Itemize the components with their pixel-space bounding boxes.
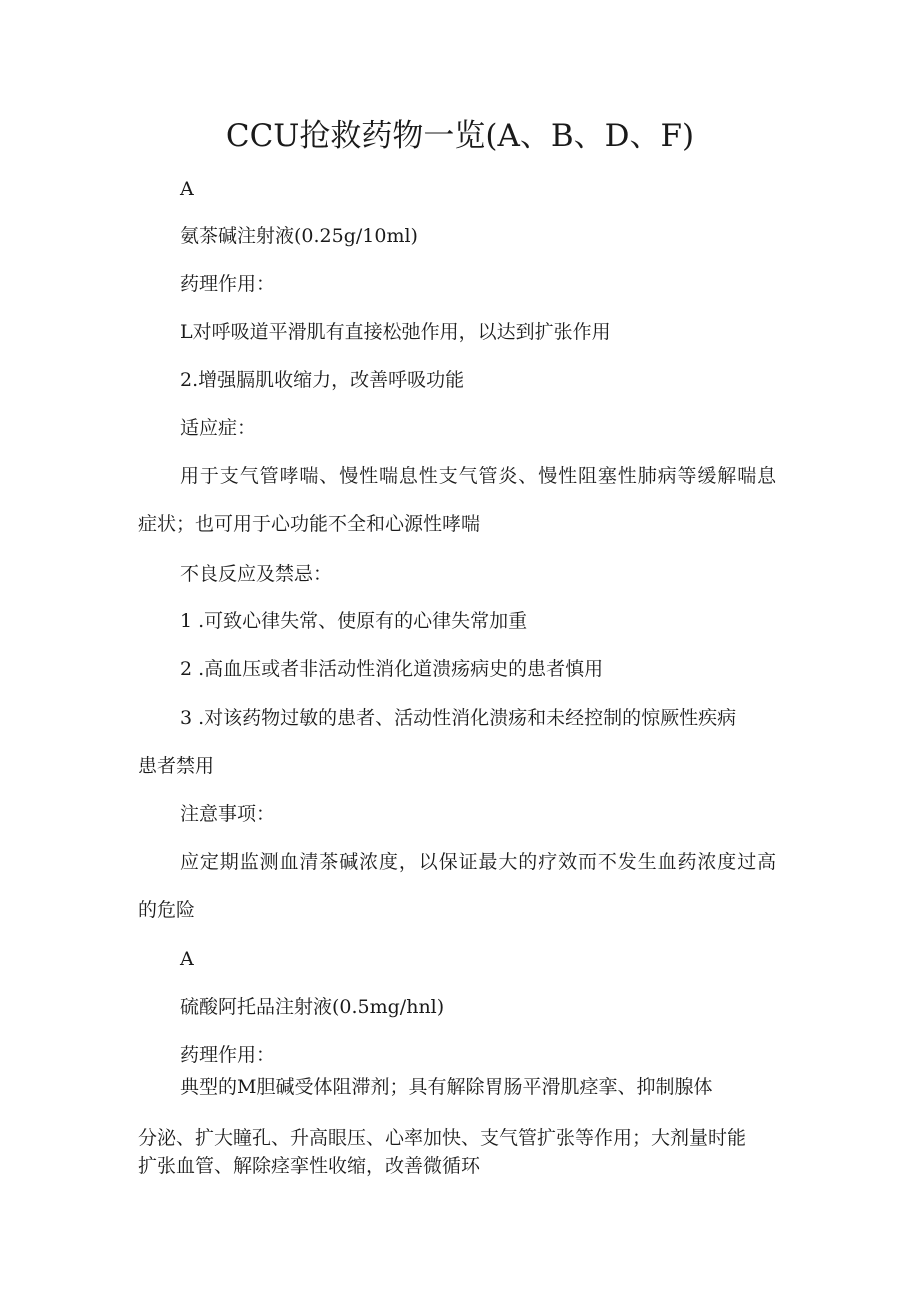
section-letter: A	[180, 948, 194, 970]
paragraph-line: 分泌、扩大瞳孔、升高眼压、心率加快、支气管扩张等作用；大剂量时能	[138, 1127, 747, 1149]
paragraph-line: 的危险	[138, 899, 196, 921]
paragraph-line: 3 .对该药物过敏的患者、活动性消化溃疡和未经控制的惊厥性疾病	[180, 707, 737, 729]
section-heading: 药理作用：	[180, 273, 276, 295]
section-heading: 不良反应及禁忌：	[180, 563, 333, 585]
paragraph-line: 患者禁用	[138, 755, 215, 777]
paragraph-line: 2 .高血压或者非活动性消化道溃疡病史的患者慎用	[180, 658, 604, 680]
paragraph-line: L对呼吸道平滑肌有直接松弛作用，以达到扩张作用	[180, 321, 611, 343]
paragraph-line: 1 .可致心律失常、使原有的心律失常加重	[180, 610, 528, 632]
document-title: CCU抢救药物一览(A、B、D、F)	[225, 118, 695, 154]
paragraph-line: 用于支气管哮喘、慢性喘息性支气管炎、慢性阻塞性肺病等缓解喘息	[180, 465, 778, 487]
drug-name: 氨茶碱注射液(0.25g/10ml)	[180, 225, 418, 247]
paragraph-line: 2.增强膈肌收缩力，改善呼吸功能	[180, 369, 465, 391]
section-letter: A	[180, 178, 194, 200]
paragraph-line: 症状；也可用于心功能不全和心源性哮喘	[138, 513, 481, 535]
drug-name: 硫酸阿托品注射液(0.5mg/hnl)	[180, 996, 445, 1018]
section-heading: 药理作用：	[180, 1044, 276, 1066]
section-heading: 注意事项：	[180, 803, 276, 825]
paragraph-line: 应定期监测血清茶碱浓度，以保证最大的疗效而不发生血药浓度过高	[180, 851, 778, 873]
paragraph-line: 扩张血管、解除痉挛性收缩，改善微循环	[138, 1155, 481, 1177]
paragraph-line: 典型的M胆碱受体阻滞剂；具有解除胃肠平滑肌痉挛、抑制腺体	[180, 1076, 713, 1098]
section-heading: 适应症：	[180, 417, 257, 439]
